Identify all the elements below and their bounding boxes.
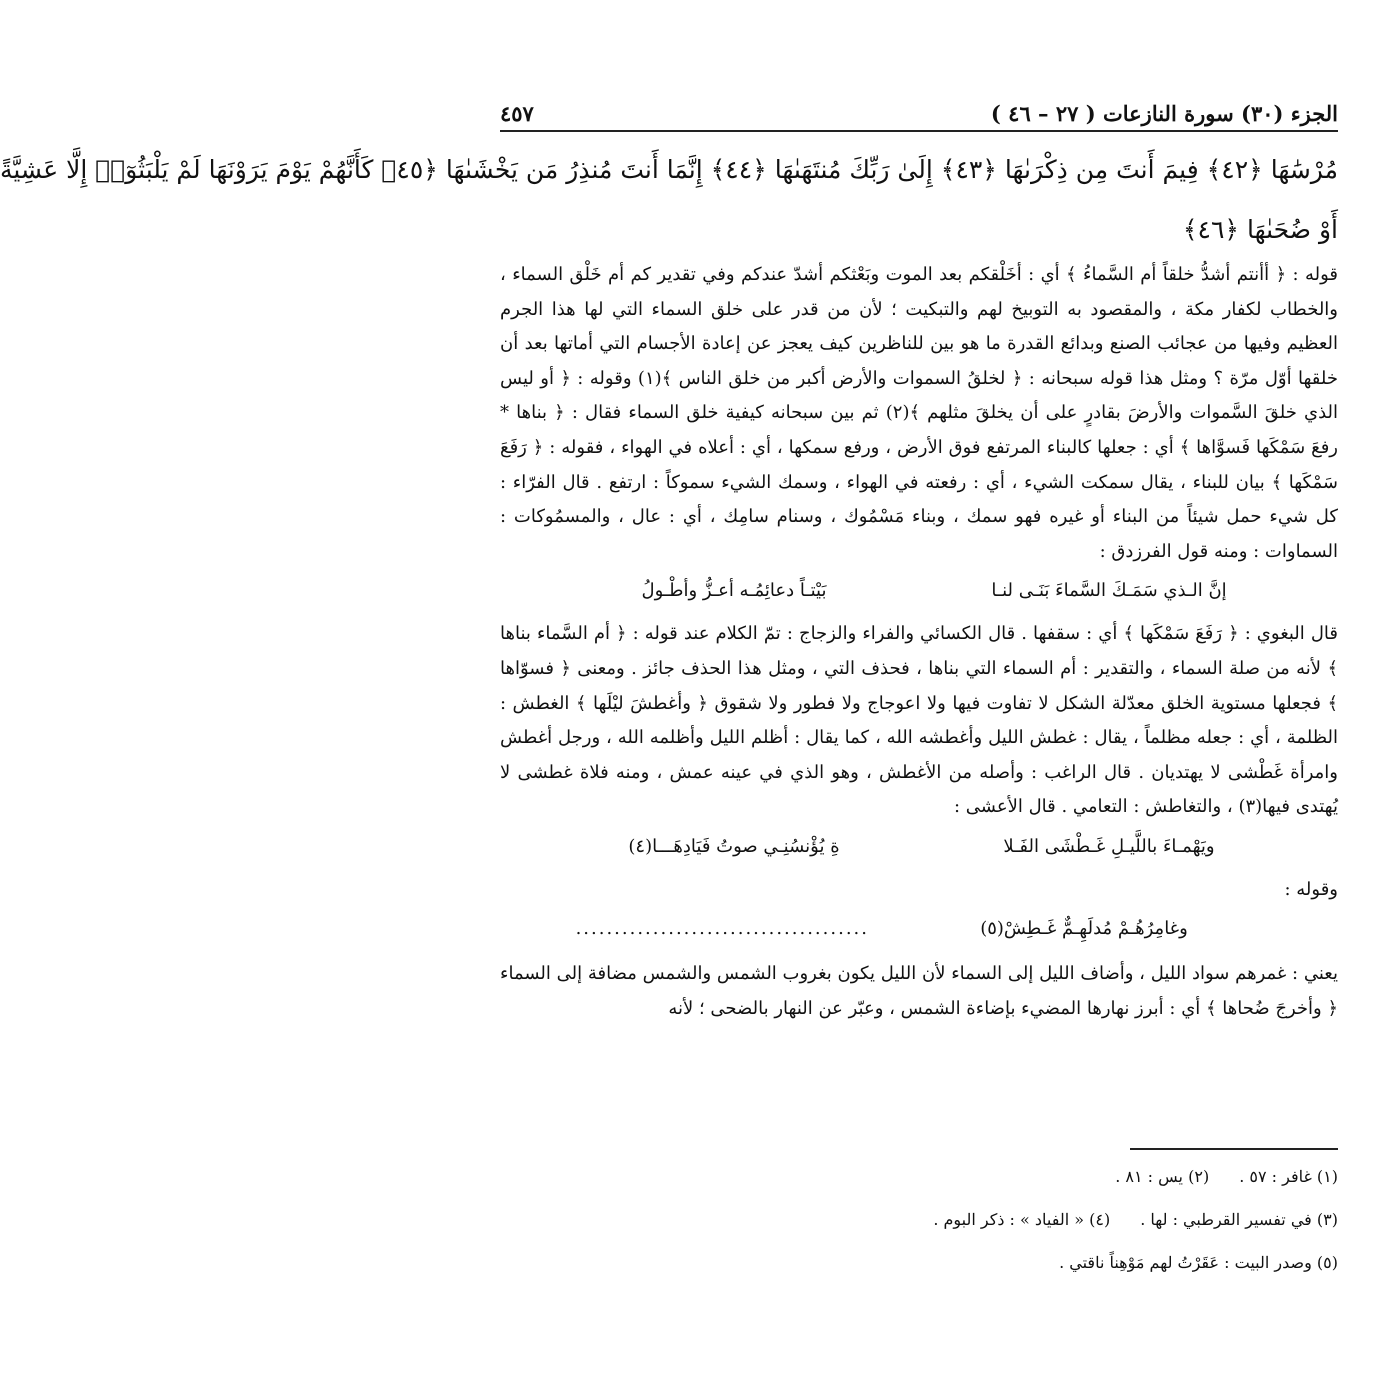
footnote-divider bbox=[1130, 1148, 1338, 1150]
poetry-verse-1 bbox=[500, 573, 1338, 609]
verse-3-second-hemistich: وغامِرُهُـمْ مُدلَهِـمٌّ غَـطِشْ(٥) bbox=[980, 917, 1188, 939]
footnotes bbox=[500, 1155, 1338, 1284]
footnote-5: (٥) وصدر البيت : عَقَرْتُ لهم مَوْهِناً ناقتي . bbox=[1059, 1253, 1338, 1272]
verse-1-second-hemistich: بَيْتـاً دعائِمُـه أعـزُّ وأطْـولُ bbox=[641, 580, 827, 602]
footnote-line-2 bbox=[500, 1198, 1338, 1241]
page-header bbox=[500, 94, 1338, 132]
quran-line-2: أَوْ ضُحَىٰهَا ﴿٤٦﴾ bbox=[1182, 215, 1338, 244]
footnote-1: (١) غافر : ٥٧ . bbox=[1239, 1167, 1338, 1186]
verse-3-intro: وقوله : bbox=[1284, 878, 1338, 900]
verse-1-first-hemistich: إنَّ الـذي سَمَـكَ السَّماءَ بَنَـى لنـا bbox=[991, 580, 1227, 602]
quran-verses bbox=[0, 140, 1338, 260]
paragraph-3: يعني : غمرهم سواد الليل ، وأضاف الليل إلى السماء لأن الليل يكون بغروب الشمس والشمس مضافة إلى السماء ﴿ وأخرجَ ضُحاها ﴾ أي : أبرز نهارها المضيء بإضاءة الشمس ، وعبّر عن النهار بالضحى ؛ لأنه bbox=[500, 962, 1338, 1019]
verse-2-second-hemistich: ةِ يُؤْنسُنِـي صوتُ فَيَادِهَـــا(٤) bbox=[628, 835, 840, 857]
footnote-line-1 bbox=[500, 1155, 1338, 1198]
footnote-2: (٢) يس : ٨١ . bbox=[1115, 1167, 1210, 1186]
verse-2-first-hemistich: ويَهْمـاءَ باللَّيـلِ غَـطْشَى الفَـلا bbox=[1003, 835, 1215, 857]
commentary-body bbox=[500, 258, 1338, 1026]
page-number: ٤٥٧ bbox=[500, 101, 534, 126]
verse-3-elided-first-hemistich: ...................................... bbox=[575, 917, 869, 939]
poetry-verse-3 bbox=[500, 911, 1338, 947]
quran-line-1: مُرْسَٰهَا ﴿٤٢﴾ فِيمَ أَنتَ مِن ذِكْرَىٰهَا ﴿٤٣﴾ إِلَىٰ رَبِّكَ مُنتَهَىٰهَا ﴿٤٤﴾ إِنَّمَا أَنتَ مُنذِرُ مَن يَخْشَىٰهَا ﴿٤٥﴾ كَأَنَّهُمْ يَوْمَ يَرَوْنَهَا لَمْ يَلْبَثُوٓا۟ إِلَّا عَشِيَّةً bbox=[0, 155, 1338, 184]
footnote-3: (٣) في تفسير القرطبي : لها . bbox=[1140, 1210, 1338, 1229]
paragraph-2: قال البغوي : ﴿ رَفَعَ سَمْكَها ﴾ أي : سقفها . قال الكسائي والفراء والزجاج : تمّ الكلام عند قوله : ﴿ أم السَّماء بناها ﴾ لأنه من صلة السماء ، والتقدير : أم السماء التي بناها ، فحذف التي ، ومثل هذا الحذف جائز . ومعنى ﴿ فسوّاها ﴾ فجعلها مستوية الخلق معدّلة الشكل لا تفاوت فيها ولا اعوجاج ولا فطور ولا شقوق ﴿ وأغطشَ ليْلَها ﴾ الغطش : الظلمة ، أي : جعله مظلماً ، يقال : غطش الليل وأغطشه الله ، كما يقال : أظلم الليل وأظلمه الله ، ورجل أغطش وامرأة غَطْشى لا يهتديان . قال الراغب : وأصله من الأغطش ، وهو الذي في عينه عمش ، ومنه فلاة غطشى لا يُهتدى فيها(٣) ، والتغاطش : التعامي . قال الأعشى : bbox=[500, 623, 1338, 818]
footnote-line-3 bbox=[500, 1241, 1338, 1284]
poetry-verse-2 bbox=[500, 829, 1338, 865]
paragraph-1: قوله : ﴿ أأنتم أشدُّ خلقاً أم السَّماءُ ﴾ أي : أخَلْقكم بعد الموت وبَعْثكم أشدّ عندكم وفي تقدير كم أم خَلْق السماء ، والخطاب لكفار مكة ، والمقصود به التوبيخ لهم والتبكيت ؛ لأن من قدر على خلق السماء التي لها هذا الجرم العظيم وفيها من عجائب الصنع وبدائع القدرة ما هو بين للناظرين كيف يعجز عن إعادة الأجسام التي أماتها بعد أن خلقها أوّل مرّة ؟ ومثل هذا قوله سبحانه : ﴿ لخلقُ السموات والأرض أكبر من خلق الناس ﴾(١) وقوله : ﴿ أو ليس الذي خلقَ السَّموات والأرضَ بقادرٍ على أن يخلقَ مثلهم ﴾(٢) ثم بين سبحانه كيفية خلق السماء فقال : ﴿ بناها * رفعَ سَمْكَها فَسوَّاها ﴾ أي : جعلها كالبناء المرتفع فوق الأرض ، ورفع سمكها ، أي : أعلاه في الهواء ، فقوله : ﴿ رَفَعَ سَمْكَها ﴾ بيان للبناء ، يقال سمكت الشيء ، أي : رفعته في الهواء ، وسمك الشيء سموكاً : ارتفع . قال الفرّاء : كل شيء حمل شيئاً من البناء أو غيره فهو سمك ، وبناء مَسْمُوك ، وسنام سامِك ، أي : عال ، والمسمُوكات : السماوات : ومنه قول الفرزدق : bbox=[500, 264, 1339, 562]
running-title: الجزء (٣٠) سورة النازعات ( ٢٧ – ٤٦ ) bbox=[990, 101, 1338, 126]
footnote-4: (٤) « الفياد » : ذكر البوم . bbox=[933, 1210, 1111, 1229]
